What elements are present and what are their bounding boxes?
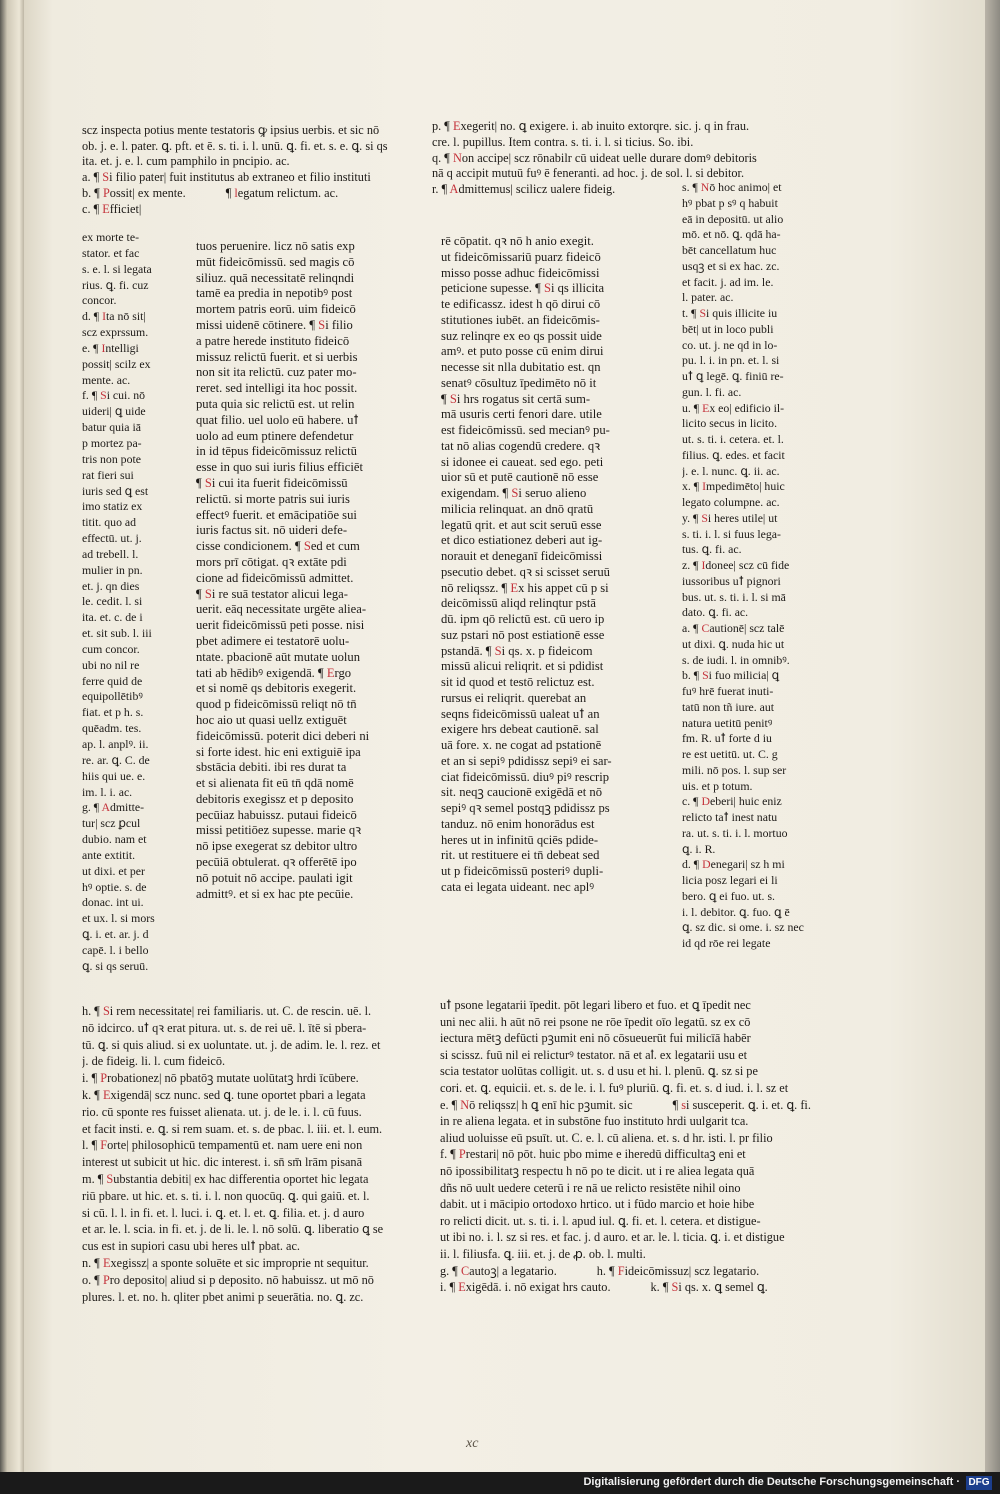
text-line: effectū. ut. j.	[82, 531, 142, 546]
text-line: exigere hrs debeat cautionē. sal	[441, 722, 599, 737]
text-line: dato. ꝗ. fi. ac.	[682, 605, 749, 620]
text-line: t. ¶ Si quis illicite iu	[682, 306, 778, 320]
text-line: s. ti. i. l. si fuus lega-	[682, 526, 781, 541]
text-line: rit. ut restituere ei tn̄ debeat sed	[441, 848, 600, 863]
text-line: cori. et. ꝗ. equicii. et. s. de le. i. l. fuꝰ pluriū. ꝗ. fi. et. s. d iud. i. l. sz et	[440, 1080, 789, 1095]
right-margin-gloss	[682, 180, 822, 952]
text-line: mili. nō pos. l. sup ser	[682, 762, 787, 777]
text-line: missi uidenē cōtinere. ¶ Si filio	[196, 317, 353, 332]
text-line: in id tēpus fideicōmissuz relictū	[196, 444, 357, 459]
text-line: non sit ita relictū. cuz pater mo-	[196, 365, 357, 380]
text-line: le. cedit. l. si	[82, 594, 143, 609]
text-line: sbstācia debiti. ibi res durat ta	[196, 760, 347, 775]
main-text-column-1	[196, 239, 408, 902]
text-line: cisse condicionem. ¶ Sed et cum	[196, 539, 360, 554]
text-line: im. l. i. ac.	[82, 784, 133, 799]
text-line: dñs nō uult uedere ceterū i re nā ue relicto resistēte nihil oino	[440, 1180, 741, 1195]
bottom-right-gloss	[440, 997, 830, 1296]
page-edge-shadow	[985, 0, 1000, 1472]
text-line: bēt cancellatum huc	[682, 243, 777, 257]
text-line: iectura mētꝫ defūcti pꝫumit eni nō cōsueuerūt fui milicīā habēr	[440, 1031, 751, 1046]
text-line: in re aliena legata. et in substōne fuo instituto hrdi uulgarit tca.	[440, 1114, 749, 1129]
text-line: rio. cū sponte res fuisset alienata. ut. j. de le. i. l. cū fuus.	[82, 1104, 362, 1119]
text-line: iussoribus uꝉ pignori	[682, 573, 781, 588]
text-line: te edificassz. idest h qō dirui cō	[441, 297, 601, 311]
text-line: co. ut. j. ne qd in lo-	[682, 337, 778, 352]
text-line: hiis qui ue. e.	[82, 768, 146, 783]
text-line: bēt| ut in loco publi	[682, 321, 774, 336]
text-line: plures. l. et. no. h. qliter pbet animi p seuerātia. no. ꝗ. zc.	[82, 1289, 364, 1304]
text-line: s. e. l. si legata	[82, 261, 152, 276]
text-line: uꝉ ꝗ legē. ꝗ. finiū re-	[682, 369, 784, 383]
text-line: dabit. ut i mācipio ortodoxo hrtico. ut i fūdo marcio et hoie hibe	[440, 1197, 755, 1212]
text-line: sit id quod et testō relictuz est.	[441, 675, 595, 689]
text-line: uā fore. x. ne cogat ad pstationē	[441, 738, 602, 752]
text-line: r. ¶ Admittemus| scilicz ualere fideig.	[432, 182, 616, 197]
text-line: tris non pote	[82, 451, 141, 466]
text-line: peticione supesse. ¶ Si qs illicita	[441, 281, 605, 296]
text-line: cre. l. pupillus. Item contra. s. ti. i. l. si ticius. So. ibi.	[432, 134, 694, 149]
text-line: ubi no nil re	[82, 657, 140, 672]
text-line: d. ¶ Denegari| sz h mi	[682, 857, 785, 872]
text-line: o. ¶ Pro deposito| aliud si p deposito. nō habuissz. ut mō nō	[82, 1272, 374, 1287]
text-line: tati ab hēdibꝰ exigendā. ¶ Ergo	[196, 665, 352, 680]
text-line: mortem patris eorū. uim fideicō	[196, 302, 356, 317]
text-line: nō idcirco. uꝉ qꝛ erat pitura. ut. s. de rei uē. l. ītē si pbera-	[82, 1020, 367, 1035]
text-line: admittꝰ. et si ex hac pte pecūie.	[196, 886, 354, 901]
text-line: nō ipse exegerat sz debitor ultro	[196, 839, 358, 854]
text-line: cum concor.	[82, 641, 140, 656]
text-line: i. ¶ Exigēdā. i. nō exigat hrs cauto. k. ¶ Si qs. x. ꝗ semel ꝗ.	[440, 1280, 768, 1295]
text-line: effectꝰ fuerit. et emācipatiōe sui	[196, 507, 357, 522]
text-line: dū. ipm qō relictū est. cū uero ip	[441, 612, 605, 626]
text-line: p mortez pa-	[82, 435, 142, 450]
text-line: seqns fideicōmissū ualeat uꝉ an	[441, 706, 600, 721]
text-line: equipollētibꝰ	[82, 689, 143, 704]
text-line: suz relinqre ex eo qs possit uide	[441, 328, 602, 343]
text-line: scz inspecta potius mente testatoris ꝙ ipsius uerbis. et sic nō	[82, 123, 380, 137]
text-line: est fideicōmissū. sed mecianꝰ pu-	[441, 423, 610, 437]
text-line: batur quia iā	[82, 420, 141, 435]
text-line: relicto taꝉ inest natu	[682, 810, 778, 824]
text-line: k. ¶ Exigendā| scz nunc. sed ꝗ. tune oportet pbari a legata	[82, 1087, 366, 1102]
text-line: iuris sed ꝗ est	[82, 483, 149, 498]
text-line: mūt fideicōmissū. sed magis cō	[196, 254, 355, 269]
text-line: legato columpne. ac.	[682, 495, 780, 509]
text-line: et. j. qn dies	[82, 578, 140, 593]
text-line: rat fieri sui	[82, 467, 134, 482]
text-line: ¶ Si re suā testator alicui lega-	[196, 586, 348, 601]
text-line: riū pbare. ut hic. et. s. ti. i. l. non quocūq. ꝗ. qui gaiū. et. l.	[82, 1188, 370, 1203]
text-line: ut fideicōmissariū puarz fideicō	[441, 249, 601, 264]
text-line: pstandā. ¶ Si qs. x. p fideicom	[441, 643, 593, 658]
text-line: x. ¶ Impedimēto| huic	[682, 479, 785, 494]
text-line: si scissz. fuū nil ei relicturꝰ testator. nā et aꝉ. ex legatarii usu et	[440, 1047, 748, 1062]
text-line: tus. ꝗ. fi. ac.	[682, 542, 742, 557]
text-line: missuz relictū fuerit. et si uerbis	[196, 349, 358, 364]
text-line: pu. l. i. in pn. et. l. si	[682, 353, 780, 368]
text-line: nō potuit nō accipe. paulati igit	[196, 870, 353, 885]
text-line: s. de iudi. l. in omnibꝰ.	[682, 652, 790, 667]
text-line: hꝰ optie. s. de	[82, 879, 147, 894]
text-line: milicia relinquat. an dnō qratū	[441, 501, 594, 516]
text-line: u. ¶ Ex eo| edificio il-	[682, 400, 785, 415]
text-line: i. ¶ Probationez| nō pbatōꝫ mutate uolūtatꝫ hrdi īcūbere.	[82, 1071, 359, 1086]
main-text-column-2	[441, 234, 659, 896]
text-line: id qd rōe rei legate	[682, 936, 771, 950]
text-line: deicōmissū aliqd relinqtur pstā	[441, 596, 596, 611]
text-line: tū. ꝗ. si quis aliud. si ex uoluntate. ut. j. de adim. le. l. rez. et	[82, 1037, 381, 1052]
text-line: cus est in supiori casu ubi heres ulꝉ pbat. ac.	[82, 1239, 300, 1254]
text-line: stitutiones iubēt. an fideicōmis-	[441, 312, 600, 327]
text-line: n. ¶ Exegissz| a sponte soluēte et sic improprie nt sequitur.	[82, 1255, 369, 1270]
text-line: gun. l. fi. ac.	[682, 384, 742, 399]
text-line: m. ¶ Substantia debiti| ex hac differentia oportet hic legata	[82, 1171, 369, 1186]
text-line: si forte idest. hic eni extiguiē ipa	[196, 744, 361, 759]
text-line: quod p fideicōmissū reliqt nō tn̄	[196, 697, 357, 712]
text-line: c. ¶ Deberi| huic eniz	[682, 794, 782, 809]
text-line: ita. et. j. e. l. cum pamphilo in pncipio. ac.	[82, 154, 290, 169]
text-line: aliud uoluisse eū psuīt. ut. C. e. l. cū aliena. et. s. d hr. isti. l. pr filio	[440, 1130, 773, 1145]
footer-bar	[0, 1472, 1000, 1494]
text-line: et ux. l. si mors	[82, 911, 155, 926]
text-line: e. ¶ Intelligi	[82, 340, 139, 355]
text-line: tuos peruenire. licz nō satis exp	[196, 239, 355, 253]
text-line: l. pater. ac.	[682, 290, 734, 305]
text-line: rē cōpatit. qꝛ nō h anio exegit.	[441, 234, 594, 248]
text-line: a. ¶ Cautionē| scz talē	[682, 621, 785, 635]
text-line: j. e. l. nunc. ꝗ. ii. ac.	[682, 463, 780, 478]
text-line: et si alienata fit eū tn̄ qdā nomē	[196, 776, 354, 791]
text-line: ut ibi no. i. l. sz si res. et fac. j. d auro. et ar. le. l. ticia. ꝗ. i. et distigue	[440, 1230, 785, 1245]
text-line: hꝰ pbat p sꝰ q habuit	[682, 195, 778, 210]
text-line: tat nō alias cogendū credere. qꝛ	[441, 438, 601, 453]
text-line: re. ar. ꝗ. C. de	[82, 752, 150, 767]
text-line: debitoris exegissz et p deposito	[196, 791, 354, 806]
text-line: senatꝰ cōsultuz īpedimēto nō it	[441, 375, 597, 390]
text-line: g. ¶ Cautoꝫ| a legatario. h. ¶ Fideicōmissuz| scz legatario.	[440, 1263, 760, 1278]
text-line: uni nec alii. h aūt nō rei psone ne rōe īpedit oīo legatū. sz ex cō	[440, 1014, 751, 1029]
text-line: necesse sit nlla dubitatio est. qn	[441, 360, 601, 374]
text-line: mā usuris certi fenori dare. utile	[441, 407, 602, 422]
text-line: esse in quo sui iuris filius efficiēt	[196, 460, 363, 475]
text-line: heres ut in infinitū qciēs pdide-	[441, 832, 599, 847]
text-line: re est uetitū. ut. C. g	[682, 747, 778, 761]
text-line: uideri| ꝗ uide	[82, 404, 146, 419]
text-line: i. l. debitor. ꝗ. fuo. ꝗ ē	[682, 904, 790, 919]
text-line: ꝗ. si qs seruū.	[82, 958, 149, 973]
text-line: bero. ꝗ ei fuo. ut. s.	[682, 888, 775, 903]
text-line: bus. ut. s. ti. i. l. si mā	[682, 589, 786, 604]
text-line: cata ei legata uideant. nec aplꝰ	[441, 879, 595, 894]
text-line: uis. et p totum.	[682, 778, 753, 793]
text-line: ut. s. ti. i. cetera. et. l.	[682, 432, 784, 446]
top-left-gloss	[82, 123, 412, 217]
text-line: natura uetitū penitꝰ	[682, 715, 773, 730]
text-line: hoc aio ut quasi uellz extiguēt	[196, 712, 347, 727]
bottom-left-gloss	[82, 1003, 422, 1305]
text-line: uerit fideicōmissū peti posse. nisi	[196, 618, 365, 633]
left-margin-gloss	[82, 230, 174, 975]
text-line: siliuz. quā necessitatē relinqndi	[196, 270, 355, 285]
text-line: pecūiā obtulerat. qꝛ offerētē ipo	[196, 855, 357, 870]
text-line: possit| scilz ex	[82, 356, 151, 371]
text-line: donac. int ui.	[82, 895, 144, 910]
text-line: f. ¶ Si cui. nō	[82, 388, 146, 403]
text-line: norauit et deneganī fideicōmissi	[441, 549, 603, 563]
text-line: d. ¶ Ita nō sit|	[82, 309, 146, 324]
text-line: missū alicui reliqrit. et si pdidist	[441, 659, 604, 674]
text-line: h. ¶ Si rem necessitate| rei familiaris. ut. C. de rescin. uē. l.	[82, 1004, 372, 1018]
text-line: ferre quid de	[82, 673, 143, 688]
text-line: z. ¶ Idonee| scz cū fide	[682, 558, 790, 572]
text-line: mulier in pn.	[82, 562, 143, 577]
text-line: ꝗ. i. R.	[682, 841, 716, 856]
text-line: imo statiz ex	[82, 499, 143, 514]
text-line: rursus ei reliqrit. querebat an	[441, 690, 587, 705]
text-line: et facit insti. e. ꝗ. si rem suam. et. s. de pbac. l. iii. et. l. eum.	[82, 1121, 383, 1136]
text-line: suz pstari nō post estiationē esse	[441, 627, 605, 642]
text-line: si cū. l. l. in fi. et. l. luci. i. ꝗ. et. l. et. ꝗ. filia. et. j. d auro	[82, 1205, 365, 1220]
text-line: ut dixi. ꝗ. nuda hic ut	[682, 636, 785, 651]
text-line: licia posz legari ei li	[682, 873, 778, 887]
text-line: et si nomē qs debitoris exegerit.	[196, 681, 357, 696]
text-line: sit. neqꝫ caucionē exigēdā et nō	[441, 785, 602, 800]
text-line: nō reliqssz. ¶ Ex his appet cū p si	[441, 580, 609, 595]
text-line: uolo ad eum ptinere defendetur	[196, 428, 354, 443]
text-line: ante extitit.	[82, 847, 136, 862]
text-line: mors prī cōtigat. qꝛ extāte pdi	[196, 554, 347, 569]
text-line: ut p fideicōmissū posteriꝰ dupli-	[441, 864, 604, 878]
text-line: misso posse adhuc fideicōmissi	[441, 265, 600, 280]
text-line: ntate. pbacionē aūt mutate uolun	[196, 649, 361, 664]
text-line: et ar. le. l. scia. in fi. et. j. de li. le. l. nō solū. ꝗ. liberatio ꝗ se	[82, 1222, 384, 1237]
funding-credit: Digitalisierung gefördert durch die Deutsche Forschungsgemeinschaft ·	[583, 1476, 960, 1488]
text-line: amꝰ. et puto posse cū enim dirui	[441, 344, 604, 359]
text-line: dubio. nam et	[82, 832, 147, 847]
text-line: licito secus in licito.	[682, 416, 778, 431]
text-line: p. ¶ Exegerit| no. ꝗ exigere. i. ab inuito extorqre. sic. j. q in frau.	[432, 119, 750, 133]
text-line: f. ¶ Prestari| nō pōt. huic pbo mime e iheredū difficultaꝫ eni et	[440, 1147, 746, 1162]
text-line: interest ut subicit ut hic. dic interest. i. sn̄ sm̄ lrām pisanā	[82, 1155, 363, 1170]
text-line: ¶ Si hrs rogatus sit certā sum-	[441, 391, 591, 406]
text-line: exigendam. ¶ Si seruo alieno	[441, 486, 587, 500]
text-line: reret. sed intelligi ita hoc possit.	[196, 381, 358, 396]
text-line: ¶ Si cui ita fuerit fideicōmissū	[196, 475, 348, 490]
text-line: s. ¶ Nō hoc animo| et	[682, 180, 782, 194]
text-line: et dico estiationez deberi aut ig-	[441, 533, 603, 548]
text-line: stator. et fac	[82, 245, 140, 260]
text-line: eā in depositū. ut alio	[682, 211, 784, 226]
text-line: uerit. eāq necessitate urgēte aliea-	[196, 602, 367, 617]
text-line: a patre herede instituto fideicō	[196, 333, 350, 348]
text-line: quēadm. tes.	[82, 721, 142, 736]
text-line: ro relicti dicit. ut. s. ti. i. l. apud iul. ꝗ. fi. et. l. cetera. et distigue-	[440, 1213, 761, 1228]
text-line: uior sū et putē cautionē nō esse	[441, 470, 599, 485]
text-line: ꝗ. i. et. ar. j. d	[82, 927, 149, 942]
text-line: b. ¶ Possit| ex mente. ¶ legatum relictum. ac.	[82, 185, 339, 200]
text-line: tur| scz ꝑcul	[82, 816, 141, 831]
text-line: uꝉ psone legatarii īpedit. pōt legari libero et fuo. et ꝗ īpedit nec	[440, 998, 751, 1012]
text-line: ad trebell. l.	[82, 546, 139, 561]
text-line: si idonee ei caueat. sed ego. peti	[441, 454, 604, 469]
text-line: filius. ꝗ. edes. et facit	[682, 447, 785, 462]
text-line: nō ipossibilitatꝫ respectu h nō po te dicit. ut i re aliea legata quā	[440, 1163, 755, 1178]
text-line: j. de fideig. li. l. cum fideicō.	[82, 1054, 226, 1069]
text-line: et facit. j. ad im. le.	[682, 274, 774, 289]
text-line: ex morte te-	[82, 230, 139, 244]
text-line: psecutio debet. qꝛ si scisset seruū	[441, 564, 610, 579]
text-line: legatū qrit. et aut scit seruū esse	[441, 517, 602, 532]
text-line: y. ¶ Si heres utile| ut	[682, 510, 778, 525]
text-line: ra. ut. s. ti. i. l. mortuo	[682, 825, 788, 840]
adjacent-page-edge	[0, 0, 24, 1472]
text-line: cione ad fideicōmissū admittet.	[196, 570, 354, 585]
text-line: scz exprssum.	[82, 325, 149, 340]
text-line: fideicōmissū. poterit dici deberi ni	[196, 728, 370, 743]
text-line: capē. l. i bello	[82, 942, 149, 957]
text-line: l. ¶ Forte| philosophicū tempamentū et. nam uere eni non	[82, 1138, 363, 1153]
text-line: a. ¶ Si filio pater| fuit institutus ab extraneo et filio instituti	[82, 170, 371, 185]
text-line: b. ¶ Si fuo milicia| ꝗ	[682, 668, 780, 683]
page-number: xc	[466, 1436, 479, 1451]
text-line: fuꝰ hrē fuerat inuti-	[682, 684, 774, 698]
dfg-logo: DFG	[966, 1476, 992, 1490]
text-line: g. ¶ Admitte-	[82, 800, 145, 815]
text-line: et an si sepiꝰ pdidissz sepiꝰ ei sar-	[441, 753, 612, 768]
text-line: sepiꝰ qꝛ semel postqꝫ pdidissz ps	[441, 801, 610, 815]
text-line: mente. ac.	[82, 372, 131, 387]
text-line: tanduz. nō enim honorādus est	[441, 816, 595, 831]
text-line: et. sit sub. l. iii	[82, 626, 152, 641]
text-line: pecūiaz habuissz. putaui fideicō	[196, 807, 357, 822]
text-line: tamē ea predia in nepotibꝰ post	[196, 286, 353, 301]
text-line: iuris factus sit. nō uideri defe-	[196, 523, 348, 538]
text-line: ꝗ. sz dic. si ome. i. sz nec	[682, 920, 804, 935]
text-line: e. ¶ Nō reliqssz| h ꝗ enī hic pꝫumit. sic ¶ si susceperit. ꝗ. i. et. ꝗ. fi.	[440, 1097, 811, 1112]
text-line: ciat fideicōmissū. diuꝰ piꝰ rescrip	[441, 769, 610, 784]
text-line: ita. et. c. de i	[82, 610, 143, 625]
text-line: fm. R. uꝉ forte d iu	[682, 731, 772, 746]
text-line: fiat. et p h. s.	[82, 705, 144, 720]
text-line: ut dixi. et per	[82, 863, 145, 878]
text-line: tatū non tñ iure. aut	[682, 699, 775, 714]
text-line: q. ¶ Non accipe| scz rōnabilr cū uideat uelle durare domꝰ debitoris	[432, 150, 757, 165]
text-line: titit. quo ad	[82, 515, 137, 530]
text-line: usqꝫ et si ex hac. zc.	[682, 258, 780, 273]
text-line: pbet adimere ei testatorē uolu-	[196, 633, 350, 648]
text-line: nā q accipit mutuū fuꝰ ē feneranti. ad hoc. j. de sol. l. si debitor.	[432, 166, 745, 181]
text-line: quat filio. uel uolo eū habere. uꝉ	[196, 412, 359, 427]
text-line: ap. l. anplꝰ. ii.	[82, 737, 149, 751]
text-line: mō. et nō. ꝗ. qdā ha-	[682, 227, 781, 242]
text-line: scia testator uolūtas colligit. ut. s. d usu et hi. l. plenū. ꝗ. sz si pe	[440, 1064, 758, 1079]
text-line: ob. j. e. l. pater. ꝗ. pft. et ē. s. ti. i. l. unū. ꝗ. fi. et. s. e. ꝗ. si qs	[82, 138, 388, 153]
text-line: puta quia sic relictū est. ut relin	[196, 396, 355, 411]
text-line: missi petitiōez supesse. marie qꝛ	[196, 823, 362, 838]
text-line: c. ¶ Efficiet|	[82, 201, 142, 216]
text-line: rius. ꝗ. fi. cuz	[82, 277, 149, 292]
text-line: relictū. si morte patris sui iuris	[196, 491, 350, 506]
text-line: concor.	[82, 293, 117, 308]
text-line: ii. l. filiusfa. ꝗ. iii. et. j. de ꝓ. ob. l. multi.	[440, 1246, 646, 1261]
